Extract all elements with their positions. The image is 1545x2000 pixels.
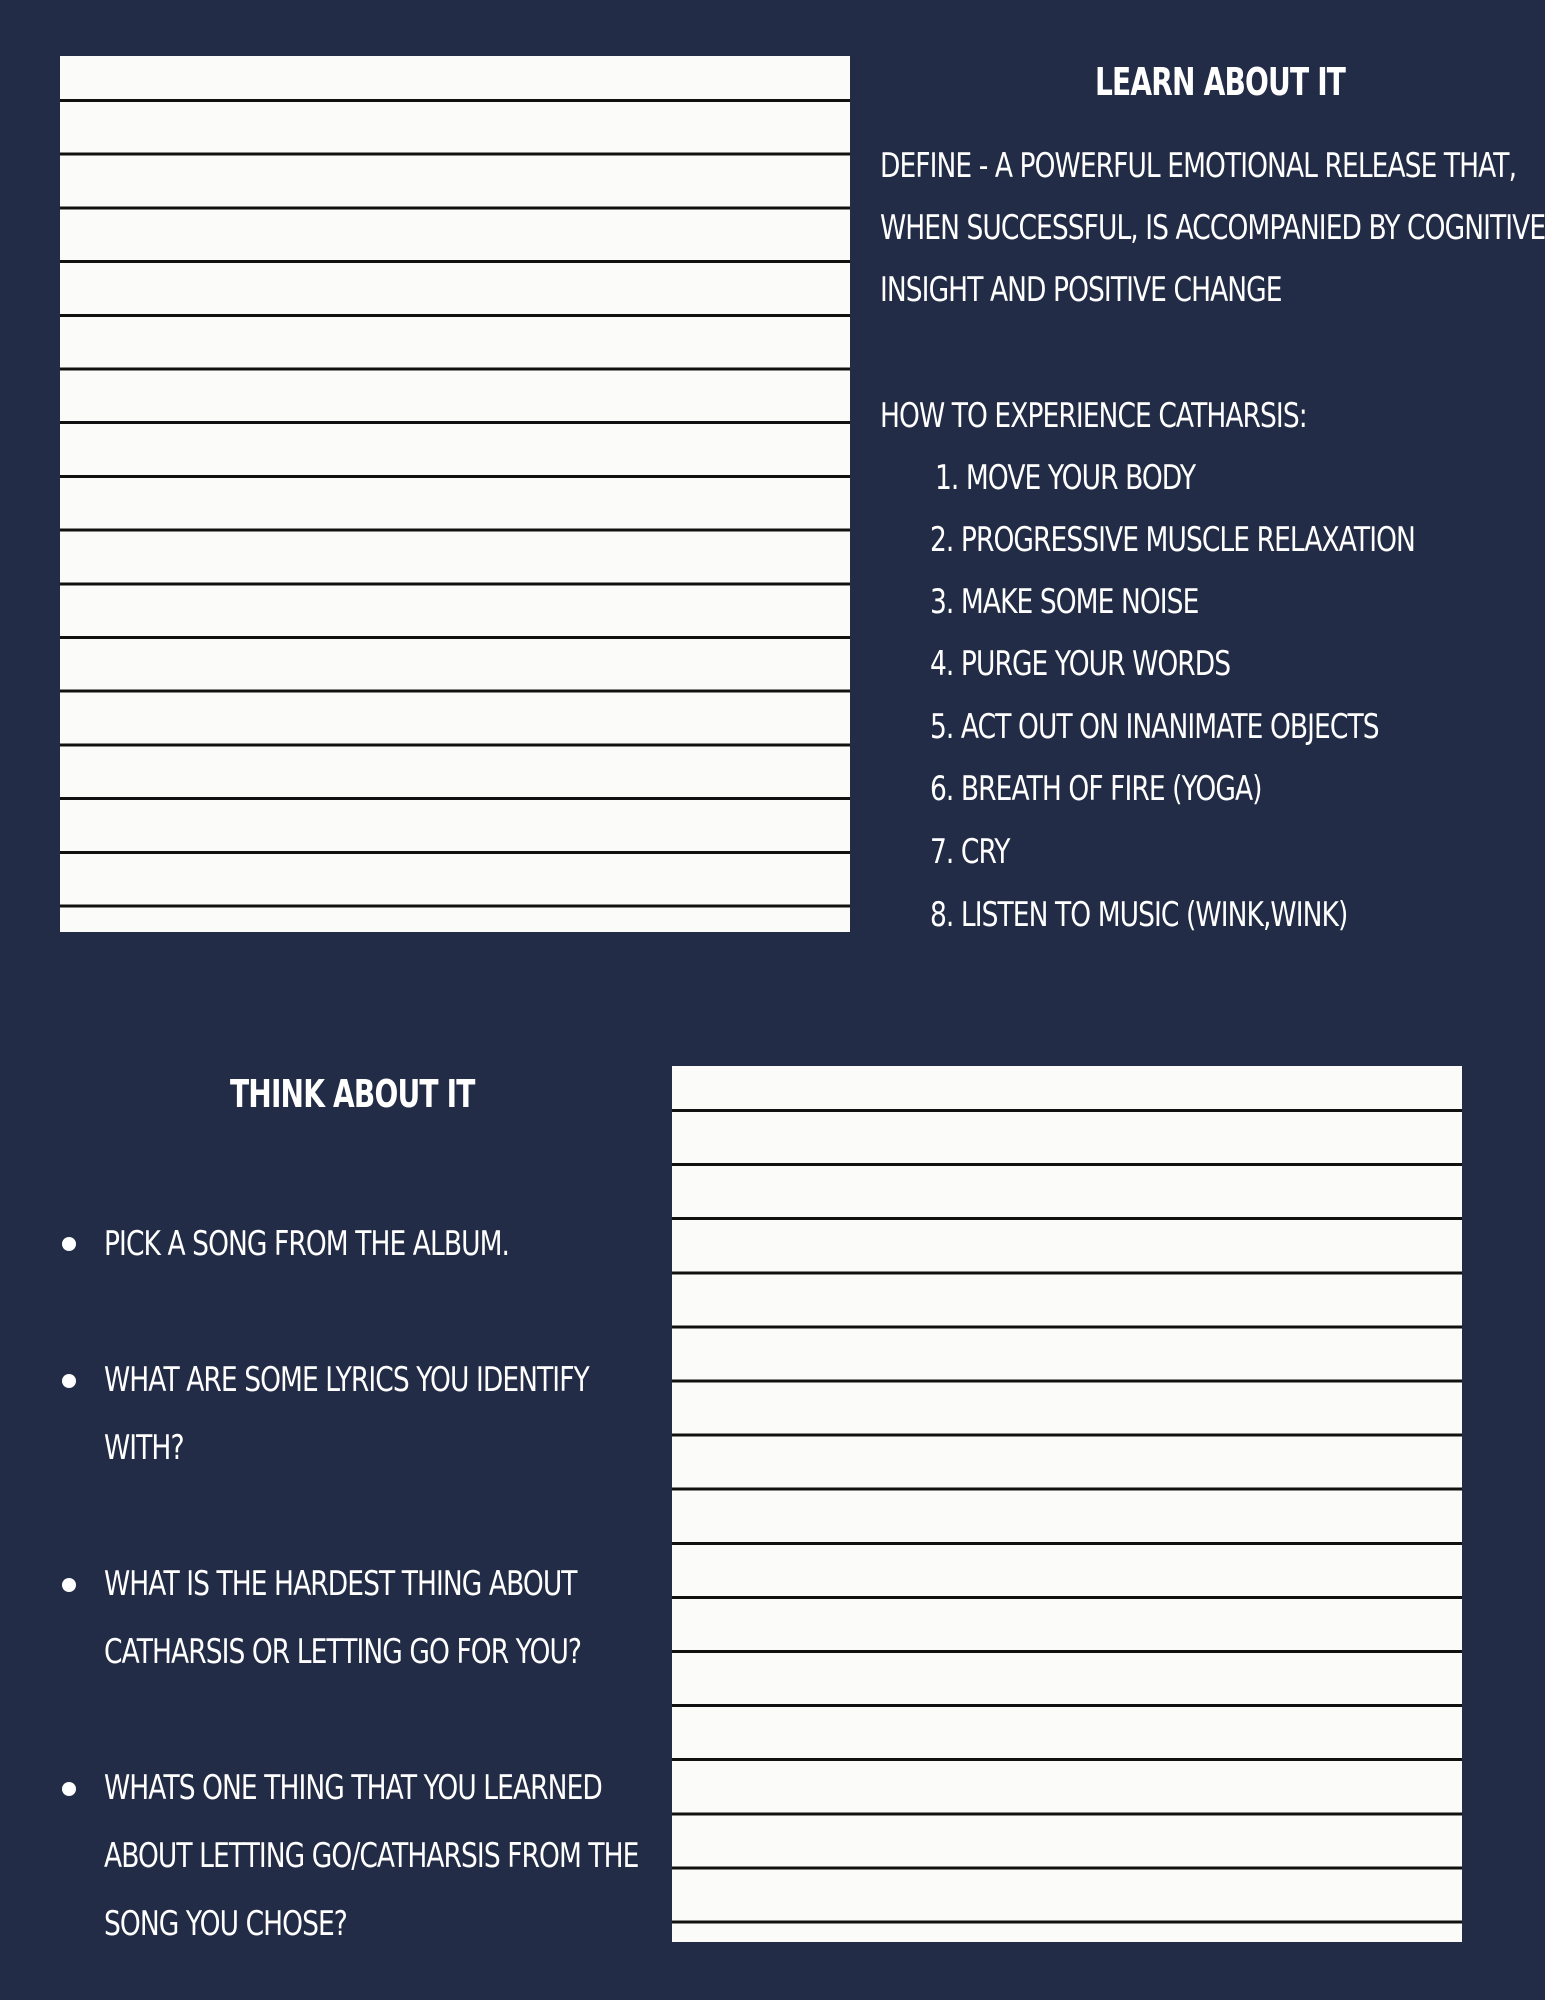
step-item: 6. BREATH OF FIRE (YOGA) — [930, 769, 1262, 809]
question-item: WHATS ONE THING THAT YOU LEARNED ABOUT LETTING GO/CATHARSIS FROM THE SONG YOU CHOSE? — [104, 1768, 639, 1944]
writing-area-bottom[interactable] — [672, 1066, 1462, 1942]
how-to-title: HOW TO EXPERIENCE CATHARSIS: — [880, 396, 1307, 436]
step-item: 7. CRY — [930, 832, 1010, 872]
think-heading: THINK ABOUT IT — [230, 1072, 475, 1116]
question-item: WHAT ARE SOME LYRICS YOU IDENTIFY WITH? — [104, 1360, 589, 1468]
step-item: 4. PURGE YOUR WORDS — [930, 644, 1231, 684]
definition-line: INSIGHT AND POSITIVE CHANGE — [880, 270, 1282, 310]
step-item: 3. MAKE SOME NOISE — [930, 582, 1199, 622]
step-item: 8. LISTEN TO MUSIC (WINK,WINK) — [930, 895, 1348, 935]
definition-line: DEFINE - A POWERFUL EMOTIONAL RELEASE THAT, — [880, 146, 1517, 186]
bullet-dot — [62, 1237, 76, 1251]
question-item: PICK A SONG FROM THE ALBUM. — [104, 1224, 510, 1264]
writing-area-top[interactable] — [60, 56, 850, 932]
learn-heading: LEARN ABOUT IT — [1095, 60, 1346, 104]
step-item: 2. PROGRESSIVE MUSCLE RELAXATION — [930, 520, 1415, 560]
definition-line: WHEN SUCCESSFUL, IS ACCOMPANIED BY COGNITIVE — [880, 208, 1545, 248]
bullet-dot — [62, 1578, 76, 1592]
bullet-dot — [62, 1782, 76, 1796]
step-item: 1. MOVE YOUR BODY — [935, 458, 1196, 498]
definition-text — [880, 135, 1545, 321]
bullet-dot — [62, 1374, 76, 1388]
question-item: WHAT IS THE HARDEST THING ABOUT CATHARSIS OR LETTING GO FOR YOU? — [104, 1564, 582, 1672]
step-item: 5. ACT OUT ON INANIMATE OBJECTS — [930, 707, 1379, 747]
